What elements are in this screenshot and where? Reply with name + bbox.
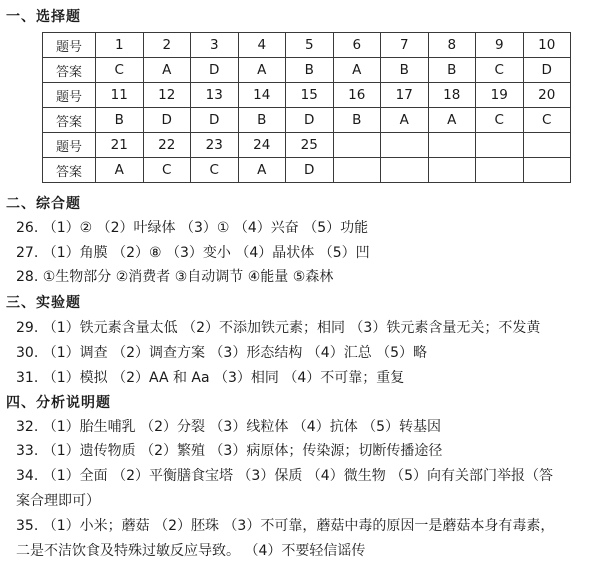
table-cell [523,158,571,183]
table-cell: D [191,58,239,83]
question-row-label: 题号 [43,133,96,158]
table-cell: 22 [143,133,191,158]
section-title-choice: 一、选择题 [6,9,81,25]
table-cell: 2 [143,33,191,58]
table-cell: 20 [523,83,571,108]
table-cell: 13 [191,83,239,108]
table-cell [333,158,381,183]
table-cell: D [143,108,191,133]
table-cell: C [476,108,524,133]
table-cell: 21 [96,133,144,158]
answer-row [43,158,571,183]
table-cell: A [428,108,476,133]
table-cell: B [381,58,429,83]
table-cell: 5 [286,33,334,58]
section-title-experiment: 三、实验题 [6,295,81,311]
table-cell [381,133,429,158]
table-cell: C [191,158,239,183]
answer-line-34b: 案合理即可） [16,493,100,509]
table-cell [428,133,476,158]
table-cell: A [96,158,144,183]
table-cell: 10 [523,33,571,58]
answer-line-31: 31. （1）模拟 （2）AA 和 Aa （3）相同 （4）不可靠；重复 [16,370,405,386]
answer-line-30: 30. （1）调查 （2）调查方案 （3）形态结构 （4）汇总 （5）略 [16,345,428,361]
table-cell: 17 [381,83,429,108]
table-cell: D [191,108,239,133]
answer-row [43,58,571,83]
table-cell: A [238,58,286,83]
table-cell: C [143,158,191,183]
table-cell: 14 [238,83,286,108]
table-cell: 4 [238,33,286,58]
answer-line-35a: 35. （1）小米；蘑菇 （2）胚珠 （3）不可靠，蘑菇中毒的原因一是蘑菇本身有毒素， [16,518,555,534]
table-cell: 19 [476,83,524,108]
table-cell: C [96,58,144,83]
table-cell [428,158,476,183]
answer-line-35b: 二是不洁饮食及特殊过敏反应导致。 （4）不要轻信谣传 [16,543,366,559]
table-cell: C [523,108,571,133]
table-cell: 6 [333,33,381,58]
table-cell: 9 [476,33,524,58]
table-cell: B [333,108,381,133]
table-cell: C [476,58,524,83]
table-cell [333,133,381,158]
table-cell: A [143,58,191,83]
answer-table [42,32,571,183]
question-row-label: 题号 [43,83,96,108]
table-cell: 23 [191,133,239,158]
table-cell: 15 [286,83,334,108]
answer-line-34a: 34. （1）全面 （2）平衡膳食宝塔 （3）保质 （4）微生物 （5）向有关部门举报（答 [16,468,554,484]
table-cell: B [96,108,144,133]
table-cell: 12 [143,83,191,108]
table-cell: A [381,108,429,133]
answer-line-28: 28. ①生物部分 ②消费者 ③自动调节 ④能量 ⑤森林 [16,269,334,285]
table-cell: A [238,158,286,183]
question-row [43,133,571,158]
table-cell: 16 [333,83,381,108]
question-row [43,33,571,58]
answer-row-label: 答案 [43,58,96,83]
question-row-label: 题号 [43,33,96,58]
table-cell: D [523,58,571,83]
table-cell [523,133,571,158]
table-cell: 25 [286,133,334,158]
table-cell: 11 [96,83,144,108]
question-row [43,83,571,108]
answer-row [43,108,571,133]
answer-line-26: 26. （1）② （2）叶绿体 （3）① （4）兴奋 （5）功能 [16,220,369,236]
table-cell [476,133,524,158]
table-cell: B [238,108,286,133]
table-cell [476,158,524,183]
table-cell: 24 [238,133,286,158]
answer-line-29: 29. （1）铁元素含量太低 （2）不添加铁元素；相同 （3）铁元素含量无关；不发黄 [16,320,541,336]
answer-line-27: 27. （1）角膜 （2）⑧ （3）变小 （4）晶状体 （5）凹 [16,245,370,261]
table-cell: 7 [381,33,429,58]
table-cell: D [286,158,334,183]
section-title-comprehensive: 二、综合题 [6,196,81,212]
answer-line-33: 33. （1）遗传物质 （2）繁殖 （3）病原体；传染源；切断传播途径 [16,443,443,459]
answer-row-label: 答案 [43,158,96,183]
table-cell: D [286,108,334,133]
table-cell: A [333,58,381,83]
table-cell: B [286,58,334,83]
table-cell: 1 [96,33,144,58]
table-cell: B [428,58,476,83]
answer-line-32: 32. （1）胎生哺乳 （2）分裂 （3）线粒体 （4）抗体 （5）转基因 [16,419,442,435]
table-cell: 3 [191,33,239,58]
table-cell: 8 [428,33,476,58]
table-cell [381,158,429,183]
table-cell: 18 [428,83,476,108]
answer-row-label: 答案 [43,108,96,133]
section-title-analysis: 四、分析说明题 [6,395,111,411]
